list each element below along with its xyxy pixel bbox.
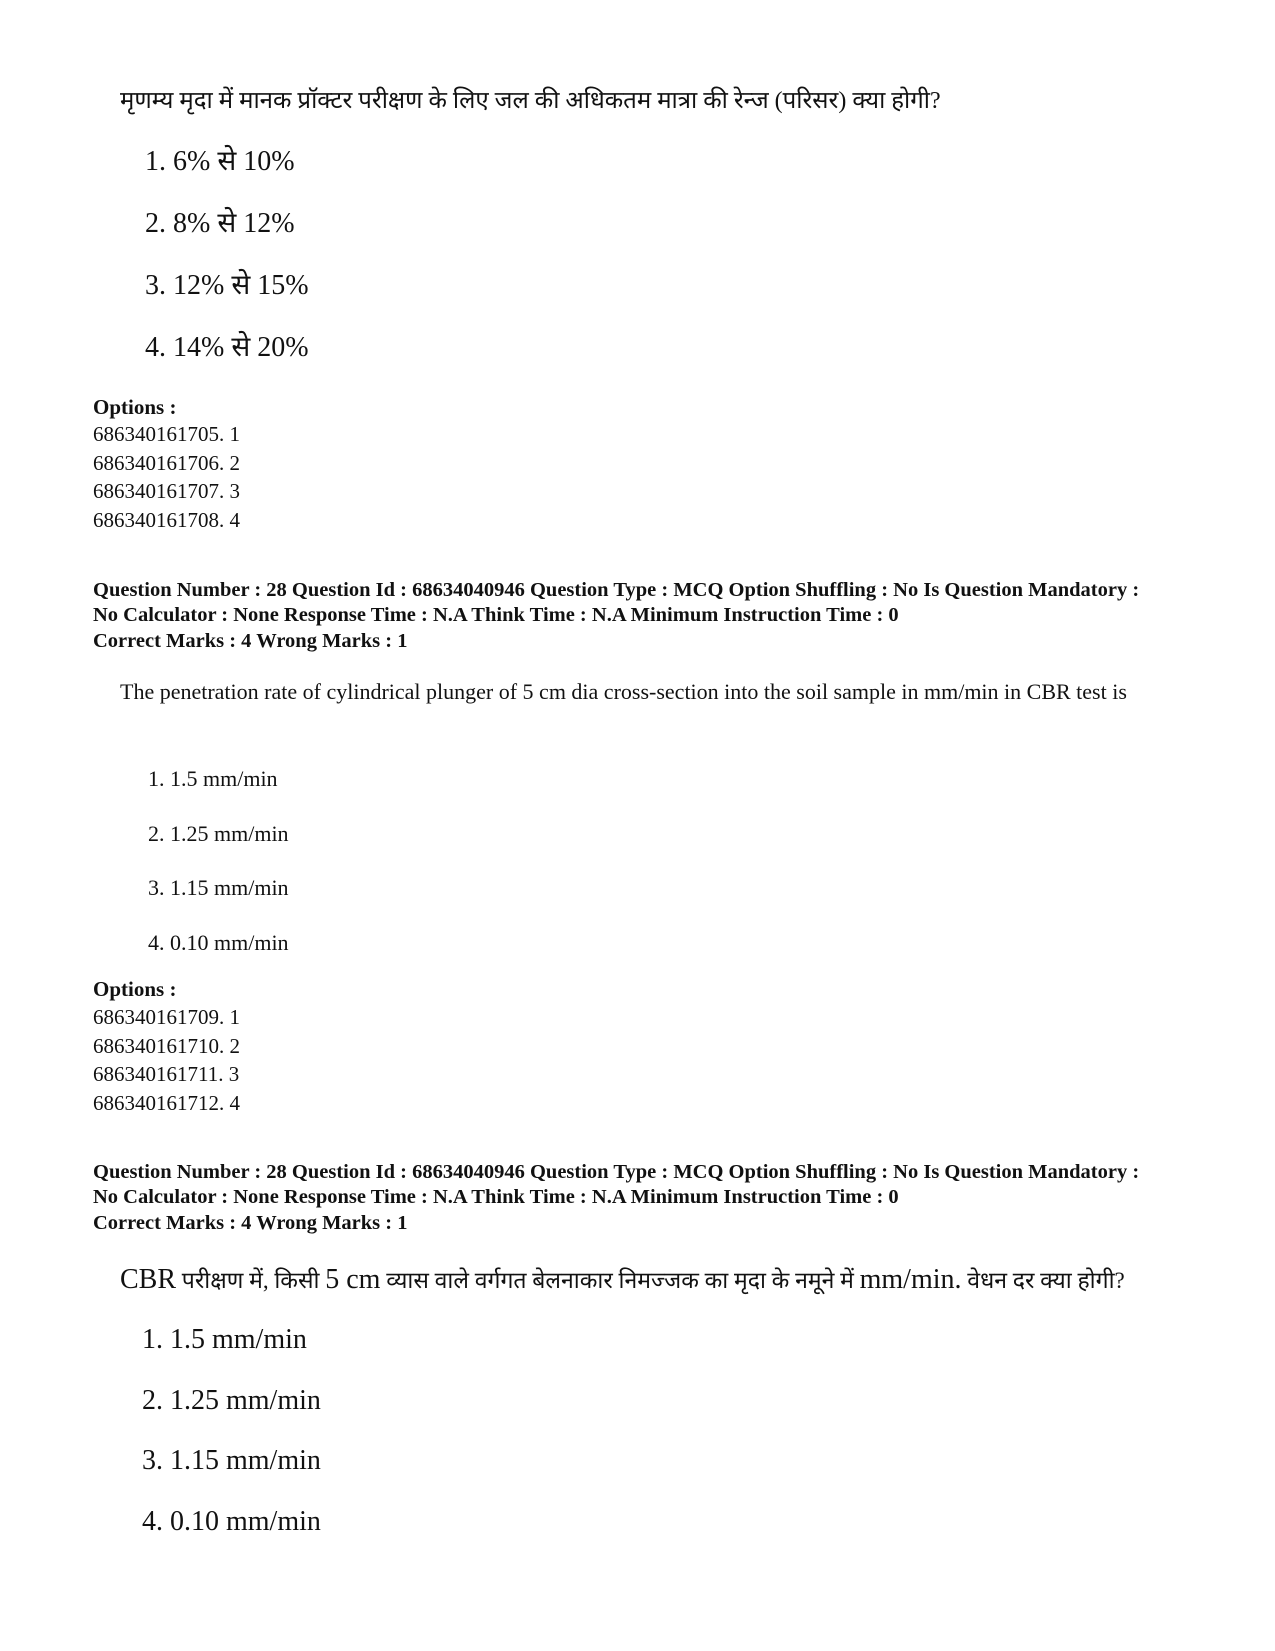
option-id: 686340161705. 1 (93, 422, 240, 446)
option-ids-list (93, 1003, 240, 1118)
question-meta-line: Question Number : 28 Question Id : 68634040946 Question Type : MCQ Option Shuffling : No Is Question Mandatory : (93, 579, 1140, 601)
answer-choice: 2. 1.25 mm/min (148, 820, 289, 846)
answer-choice: 1. 6% से 10% (145, 146, 295, 177)
options-heading: Options : (93, 977, 177, 1001)
option-id: 686340161706. 2 (93, 450, 240, 475)
option-id: 686340161712. 4 (93, 1091, 240, 1116)
question-meta-line: No Calculator : None Response Time : N.A Think Time : N.A Minimum Instruction Time : 0 (93, 1185, 899, 1208)
question-text-hindi-27: मृणम्य मृदा में मानक प्रॉक्टर परीक्षण के लिए जल की अधिकतम मात्रा की रेन्ज (परिसर) क्या होगी? (120, 88, 941, 114)
question-meta (93, 578, 1203, 627)
answer-choice: 2. 8% से 12% (145, 208, 295, 239)
question-marks: Correct Marks : 4 Wrong Marks : 1 (93, 630, 408, 652)
answer-choice: 4. 0.10 mm/min (148, 929, 289, 955)
question-text-part: 5 cm (325, 1264, 381, 1295)
answer-choice: 3. 1.15 mm/min (148, 875, 289, 900)
answer-choices-list (148, 765, 289, 983)
option-id: 686340161707. 3 (93, 479, 240, 504)
question-text-part: व्यास वाले वर्गगत बेलनाकार निमज्जक का मृदा के नमूने में (380, 1268, 860, 1293)
question-text-part: CBR (120, 1264, 177, 1295)
question-marks: Correct Marks : 4 Wrong Marks : 1 (93, 1212, 408, 1234)
question-meta-line: No Calculator : None Response Time : N.A Think Time : N.A Minimum Instruction Time : 0 (93, 603, 899, 626)
question-text-english-28: The penetration rate of cylindrical plunger of 5 cm dia cross-section into the soil sample in mm/min in CBR test is (120, 679, 1127, 704)
answer-choices-list (145, 145, 309, 393)
answer-choice: 1. 1.5 mm/min (148, 766, 278, 791)
question-meta (93, 1160, 1203, 1209)
answer-choice: 4. 0.10 mm/min (142, 1505, 321, 1537)
option-id: 686340161711. 3 (93, 1062, 240, 1087)
options-heading: Options : (93, 395, 177, 419)
option-id: 686340161708. 4 (93, 508, 240, 533)
option-id: 686340161710. 2 (93, 1033, 240, 1058)
answer-choices-list (142, 1323, 321, 1565)
answer-choice: 3. 12% से 15% (145, 270, 309, 301)
question-text-hindi-28 (120, 1262, 1240, 1297)
answer-choice: 4. 14% से 20% (145, 332, 309, 363)
question-text-part: mm/min. (859, 1264, 962, 1295)
question-meta-line: Question Number : 28 Question Id : 68634040946 Question Type : MCQ Option Shuffling : No Is Question Mandatory : (93, 1161, 1140, 1183)
question-text-part: वेधन दर क्या होगी? (961, 1268, 1125, 1293)
answer-choice: 3. 1.15 mm/min (142, 1445, 321, 1476)
answer-choice: 1. 1.5 mm/min (142, 1324, 307, 1355)
option-id: 686340161709. 1 (93, 1005, 240, 1029)
answer-choice: 2. 1.25 mm/min (142, 1384, 321, 1416)
option-ids-list (93, 420, 240, 535)
question-text-part: परीक्षण में, किसी (176, 1268, 326, 1293)
